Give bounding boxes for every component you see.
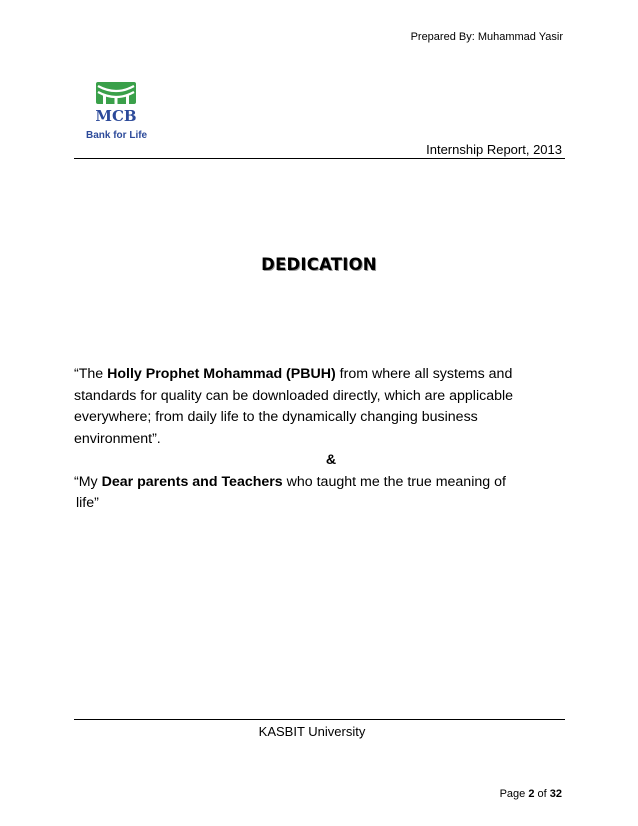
footer-divider (74, 719, 565, 720)
p1-bold: Holly Prophet Mohammad (PBUH) (107, 366, 336, 382)
ampersand: & (325, 452, 337, 468)
dedication-paragraph-2-last: life” (76, 495, 99, 511)
p1-open: “The (74, 366, 108, 382)
page-prefix: Page (499, 788, 529, 800)
page-total: 32 (549, 788, 562, 800)
dedication-heading: DEDICATION (261, 255, 377, 274)
dedication-text (74, 364, 568, 515)
mcb-logo-graphic (86, 78, 156, 150)
p2-open: “My (74, 473, 102, 490)
prepared-by-header: Prepared By: Muhammad Yasir (410, 31, 563, 43)
p1-rest: from where all systems and standards for quality can be downloaded directly, which are applicable everywhere; from daily life to the dynamically changing business environment”. (74, 366, 514, 447)
university-name: KASBIT University (258, 724, 366, 739)
report-title-header: Internship Report, 2013 (426, 142, 562, 157)
mcb-logo (86, 78, 156, 150)
dedication-paragraph-1 (74, 364, 568, 450)
logo-tagline-text: Bank for Life (86, 130, 148, 141)
footer (0, 724, 638, 739)
page-current: 2 (528, 788, 535, 800)
page-number (500, 788, 562, 800)
p2-bold: Dear parents and Teachers (101, 473, 283, 490)
header-divider (74, 158, 565, 159)
page-title (0, 255, 638, 275)
page-mid: of (534, 788, 550, 800)
p2-rest: who taught me the true meaning of (282, 473, 506, 490)
logo-name-text: MCB (95, 107, 137, 125)
dedication-paragraph-2 (74, 472, 568, 494)
